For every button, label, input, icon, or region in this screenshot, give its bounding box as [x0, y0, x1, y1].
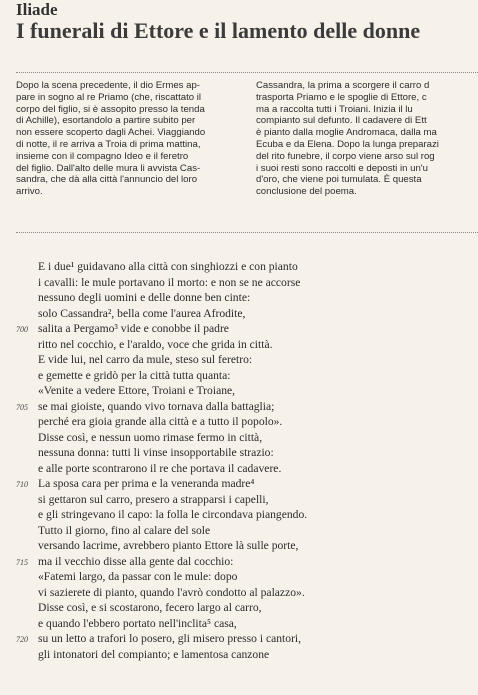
verse-text: nessuno degli uomini e delle donne ben cinte: — [38, 291, 251, 304]
page-title: I funerali di Ettore e il lamento delle donne — [16, 18, 421, 43]
poem-line — [0, 647, 478, 663]
poem-line — [0, 492, 478, 508]
intro-line: del figlio. Dall'alto delle mura li avvista Cas- — [16, 162, 201, 174]
verse-text: ma il vecchio disse alla gente dal cocchio: — [38, 554, 234, 568]
intro-line: Ecuba e da Elena. Dopo la lunga preparazi — [256, 138, 439, 150]
verse-text: vi sazierete di pianto, quando l'avrò condotto al palazzo». — [38, 585, 305, 599]
book-title: Iliade — [16, 0, 58, 19]
poem-line — [0, 538, 478, 554]
poem-line — [0, 383, 478, 399]
intro-right-column — [256, 80, 478, 230]
intro-line: pare in sogno al re Priamo (che, riscattato il — [16, 91, 202, 103]
intro-left-column — [16, 80, 250, 230]
verse-text: e gli stringevano il capo: la folla le circondava piangendo. — [38, 508, 308, 521]
poem-line — [0, 445, 478, 461]
poem-line — [0, 337, 478, 353]
verse-text: e gemette e gridò per la città tutta quanta: — [38, 368, 231, 382]
intro-line: Dopo la scena precedente, il dio Ermes ap- — [16, 80, 200, 91]
poem-line — [0, 275, 478, 291]
verse-text: solo Cassandra², bella come l'aurea Afrodite, — [38, 306, 246, 320]
intro-line: trasporta Priamo e le spoglie di Ettore, c — [256, 91, 427, 103]
intro-line: sandra, che dà alla città l'annuncio del loro — [16, 174, 198, 186]
poem-line — [0, 290, 478, 306]
poem-line — [0, 554, 478, 570]
verse-text: salita a Pergamo³ vide e conobbe il padre — [38, 322, 229, 335]
intro-line: corpo del figlio, si è assopito presso la tenda — [16, 103, 205, 115]
poem-text — [0, 259, 478, 662]
bottom-divider — [16, 232, 478, 233]
poem-line — [0, 259, 478, 275]
intro-line: conclusione del poema. — [256, 186, 357, 198]
verse-text: Disse così, e nessun uomo rimase fermo in città, — [38, 430, 263, 444]
verse-text: versando lacrime, avrebbero pianto Ettore là sulle porte, — [38, 539, 299, 552]
verse-text: La sposa cara per prima e la veneranda madre⁴ — [38, 477, 255, 490]
verse-text: se mai gioiste, quando vivo tornava dalla battaglia; — [38, 399, 275, 413]
poem-line — [0, 368, 478, 384]
intro-line: di notte, il re arriva a Troia di prima mattina, — [16, 138, 201, 150]
intro-line: non essere scoperto dagli Achei. Viaggiando — [16, 127, 206, 139]
poem-line — [0, 507, 478, 523]
line-number: 720 — [16, 635, 28, 644]
line-number: 700 — [16, 325, 28, 334]
intro-line: arrivo. — [16, 186, 43, 198]
verse-text: Tutto il giorno, fino al calare del sole — [38, 523, 211, 537]
poem-line — [0, 430, 478, 446]
poem-line — [0, 569, 478, 585]
verse-text: si gettaron sul carro, presero a strapparsi i capelli, — [38, 492, 269, 506]
poem-line — [0, 523, 478, 539]
poem-line — [0, 631, 478, 647]
poem-line — [0, 461, 478, 477]
poem-line — [0, 476, 478, 492]
verse-text: e alle porte scontrarono il re che portava il cadavere. — [38, 461, 282, 475]
intro-line: ma a raccolta tutti i Troiani. Inizia il lu — [256, 103, 413, 115]
verse-text: «Venite a vedere Ettore, Troiani e Troiane, — [38, 384, 236, 397]
line-number: 705 — [16, 402, 28, 412]
intro-line: di Achille), esortandolo a partire subito per — [16, 115, 196, 127]
verse-text: i cavalli: le mule portavano il morto: e non se ne accorse — [38, 275, 301, 289]
intro-line: Cassandra, la prima a scorgere il carro d — [256, 80, 430, 91]
verse-text: E i due¹ guidavano alla città con singhiozzi e con pianto — [38, 260, 298, 273]
poem-line — [0, 321, 478, 337]
intro-line: insieme con il compagno Ideo e il feretro — [16, 150, 189, 162]
verse-text: E vide lui, nel carro da mule, steso sul feretro: — [38, 353, 253, 366]
poem-line — [0, 585, 478, 601]
poem-line — [0, 414, 478, 430]
intro-line: compianto sul defunto. Il cadavere di Ett — [256, 115, 427, 127]
verse-text: su un letto a trafori lo posero, gli misero presso i cantori, — [38, 632, 302, 645]
line-number: 710 — [16, 480, 28, 489]
line-number: 715 — [16, 557, 28, 567]
verse-text: gli intonatori del compianto; e lamentosa canzone — [38, 647, 270, 661]
intro-line: del rito funebre, il corpo viene arso sul rog — [256, 150, 435, 162]
verse-text: perché era gioia grande alla città e a tutto il popolo». — [38, 415, 283, 428]
intro-line: d'oro, che viene poi tumulata. È questa — [256, 174, 422, 186]
intro-line: i suoi resti sono raccolti e deposti in un'u — [256, 162, 428, 174]
poem-line — [0, 306, 478, 322]
intro-line: è pianto dalla moglie Andromaca, dalla ma — [256, 127, 437, 139]
verse-text: Disse così, e si scostarono, fecero largo al carro, — [38, 601, 262, 614]
verse-text: nessuna donna: tutti li vinse insopportabile strazio: — [38, 446, 274, 459]
poem-line — [0, 399, 478, 415]
verse-text: ritto nel cocchio, e l'araldo, voce che grida in città. — [38, 337, 273, 351]
poem-line — [0, 600, 478, 616]
verse-text: «Fatemi largo, da passar con le mule: dopo — [38, 570, 238, 583]
top-divider — [16, 72, 478, 73]
poem-line — [0, 352, 478, 368]
poem-line — [0, 616, 478, 632]
verse-text: e quando l'ebbero portato nell'inclita⁵ casa, — [38, 616, 237, 630]
